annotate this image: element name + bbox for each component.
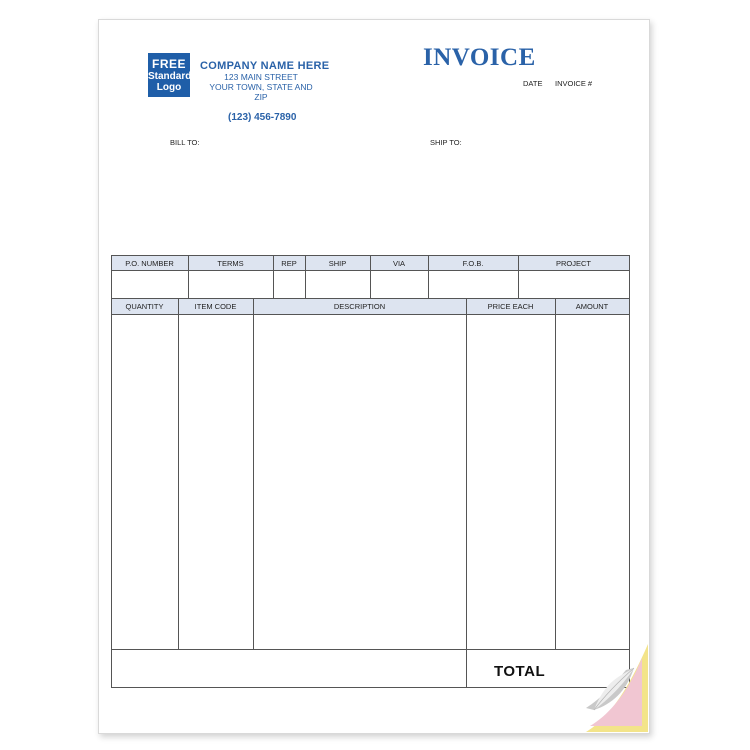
col-item-code: ITEM CODE	[194, 302, 237, 311]
col-fob: F.O.B.	[462, 259, 484, 268]
page-curl-carbon-copies	[576, 640, 650, 734]
items-col-divider	[555, 299, 556, 650]
items-body-bottom	[111, 649, 630, 650]
company-address-line-2: YOUR TOWN, STATE AND ZIP	[209, 82, 313, 102]
company-address-line-1: 123 MAIN STREET	[224, 72, 298, 82]
col-ship: SHIP	[328, 259, 347, 268]
items-col-divider	[253, 299, 254, 650]
items-col-divider	[178, 299, 179, 650]
company-phone: (123) 456-7890	[228, 112, 297, 123]
col-amount: AMOUNT	[575, 302, 609, 311]
date-label: DATE	[523, 79, 543, 88]
invoice-number-label: INVOICE #	[555, 79, 593, 88]
col-description: DESCRIPTION	[333, 302, 386, 311]
logo-line-3: Logo	[156, 81, 182, 93]
company-address	[202, 72, 320, 102]
ship-to-label: SHIP TO:	[430, 138, 462, 147]
col-project: PROJECT	[555, 259, 591, 268]
items-col-divider	[111, 299, 112, 688]
col-terms: TERMS	[217, 259, 244, 268]
company-logo	[148, 53, 190, 97]
items-table-bottom-border	[111, 687, 630, 688]
bill-to-label: BILL TO:	[170, 138, 200, 147]
col-po-number: P.O. NUMBER	[125, 259, 174, 268]
logo-line-1: FREE	[151, 56, 186, 71]
invoice-form-sheet	[98, 19, 650, 734]
logo-line-2: Standard	[148, 70, 192, 82]
document-title: INVOICE	[423, 44, 536, 71]
col-price-each: PRICE EACH	[487, 302, 534, 311]
items-header-divider	[111, 314, 630, 315]
items-col-divider	[466, 299, 467, 688]
col-via: VIA	[392, 259, 406, 268]
col-quantity: QUANTITY	[125, 302, 164, 311]
items-col-divider	[629, 299, 630, 688]
col-rep: REP	[281, 259, 297, 268]
total-label: TOTAL	[494, 663, 546, 680]
order-info-col-divider	[629, 255, 630, 299]
company-name: COMPANY NAME HERE	[200, 60, 330, 72]
